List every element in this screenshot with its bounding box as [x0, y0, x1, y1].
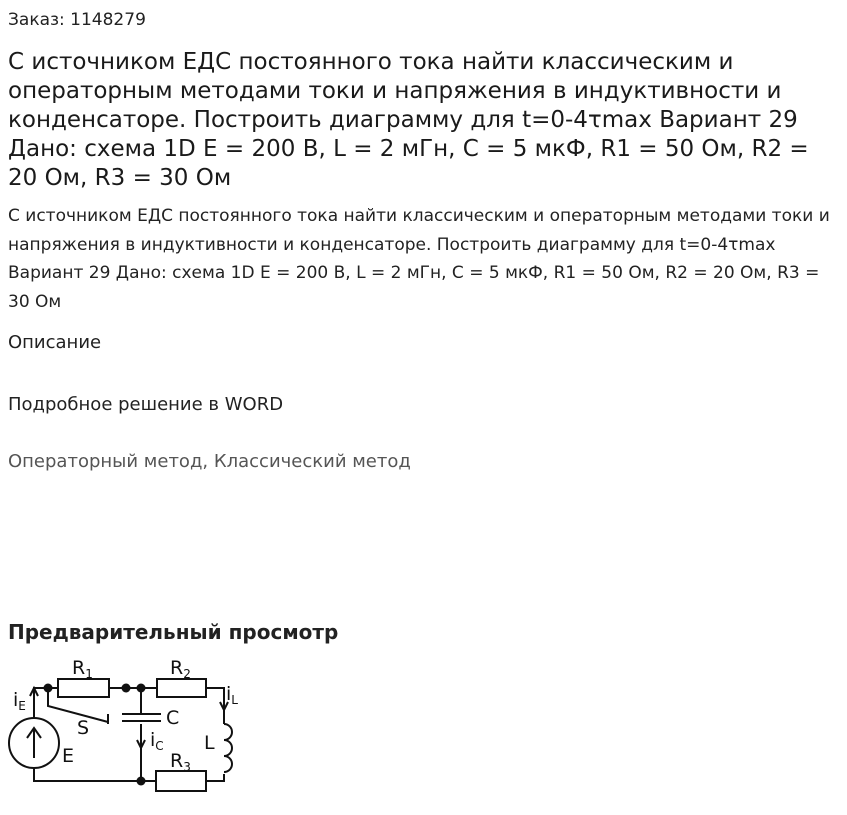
- label-ic: $i_C$: [150, 729, 164, 753]
- tags: Операторный метод, Классический метод: [8, 451, 411, 472]
- wire: [206, 774, 224, 781]
- junction-node: [137, 684, 146, 693]
- junction-node: [137, 777, 146, 786]
- resistor-r3: [156, 771, 206, 791]
- label-il: $i_L$: [226, 683, 238, 707]
- resistor-r2: [157, 679, 206, 697]
- description-label: Описание: [8, 332, 102, 353]
- page-title: С источником ЕДС постоянного тока найти классическим и операторным методами токи и напряжения в индуктивности и конденсаторе. Построить диаграмму для t=0-4τmax Вариант 29 Дано: схема 1D E = 200 В, L = 2 мГн, C = 5 мкФ, R1 = 50 Ом, R2 = 20 Ом, R3 = 30 Ом: [8, 49, 809, 191]
- label-l: L: [204, 732, 215, 754]
- label-r1: $R_1$: [72, 657, 93, 681]
- wire: [34, 688, 58, 718]
- label-c: C: [166, 707, 180, 729]
- task-description: С источником ЕДС постоянного тока найти классическим и операторным методами токи и напряжения в индуктивности и конденсаторе. Построить диаграмму для t=0-4τmax Вариант 29 Дано: схема 1D E = 200 В, L = 2 мГн, C = 5 мкФ, R1 = 50 Ом, R2 = 20 Ом, R3 = 30 Ом: [8, 206, 830, 312]
- label-ie: $i_E$: [13, 689, 26, 713]
- resistor-r1: [58, 679, 109, 697]
- junction-node: [122, 684, 131, 693]
- label-s: S: [77, 717, 90, 739]
- order-number: Заказ: 1148279: [8, 10, 146, 30]
- label-r2: $R_2$: [170, 657, 191, 681]
- label-e: E: [62, 745, 75, 767]
- solution-note: Подробное решение в WORD: [8, 394, 284, 415]
- circuit-schematic: [0, 650, 250, 810]
- preview-title: Предварительный просмотр: [8, 620, 339, 644]
- label-r3: $R_3$: [170, 750, 191, 774]
- inductor-l: [224, 724, 232, 772]
- junction-node: [44, 684, 53, 693]
